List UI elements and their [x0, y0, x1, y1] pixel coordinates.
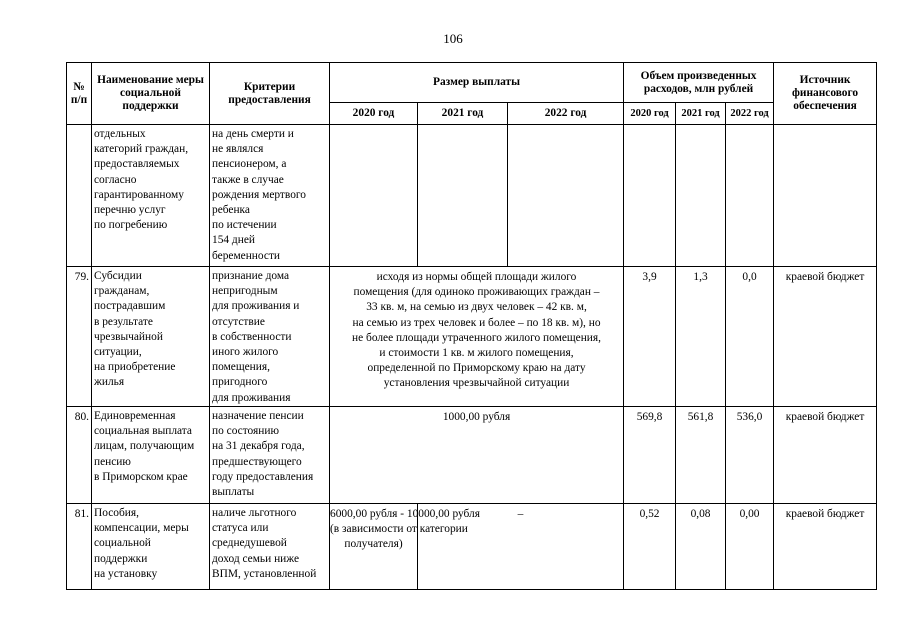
cell-line: 33 кв. м, на семью из двух человек – 42 кв. м, — [366, 301, 587, 314]
cell-line: 6000,00 рубля - 10000,00 рубля — [330, 508, 480, 520]
volume-2022 — [726, 125, 774, 267]
volume-2020: 569,8 — [624, 407, 676, 504]
cell-line: в собственности — [212, 330, 292, 343]
payment-2021-2022: – — [418, 504, 624, 590]
cell-line: получателя) — [344, 538, 403, 551]
header-payment-2022: 2022 год — [508, 103, 624, 125]
cell-line: отсутствие — [212, 315, 265, 328]
support-name — [92, 504, 210, 590]
cell-line: статуса или — [212, 522, 269, 535]
cell-line: предшествующего — [212, 455, 302, 468]
row-number: 80. — [67, 407, 92, 504]
cell-line: 154 дней — [212, 234, 255, 247]
table-row — [67, 267, 877, 407]
cell-line: Единовременная — [94, 410, 176, 422]
cell-line: отдельных — [94, 128, 146, 140]
support-criteria — [210, 125, 330, 267]
cell-line: поддержки — [94, 552, 148, 565]
table-row — [67, 407, 877, 504]
social-support-table — [66, 62, 877, 590]
cell-line: не более площади утраченного жилого помещения, — [352, 331, 601, 344]
cell-line: гарантированному — [94, 188, 184, 201]
row-number: 79. — [67, 267, 92, 407]
funding-source: краевой бюджет — [774, 407, 877, 504]
cell-line: гражданам, — [94, 285, 150, 298]
table-row — [67, 125, 877, 267]
cell-line: ВПМ, установленной — [212, 567, 317, 580]
cell-line: предоставляемых — [94, 158, 180, 171]
cell-line: Пособия, — [94, 507, 139, 519]
cell-line: непригодным — [212, 285, 278, 298]
cell-line: для проживания и — [212, 300, 300, 313]
cell-line: пенсионером, а — [212, 158, 287, 171]
header-payment: Размер выплаты — [330, 63, 624, 103]
cell-line: перечню услуг — [94, 204, 166, 217]
funding-source: краевой бюджет — [774, 267, 877, 407]
cell-line: на приобретение — [94, 361, 176, 374]
header-criteria: Критерии предоставления — [210, 63, 330, 125]
page-number: 106 — [443, 31, 463, 46]
cell-line: помещения (для одиноко проживающих граждан – — [353, 286, 600, 299]
cell-line: признание дома — [212, 270, 290, 282]
cell-line: определенной по Приморскому краю на дату — [367, 362, 586, 375]
volume-2021: 1,3 — [676, 267, 726, 407]
volume-2021 — [676, 125, 726, 267]
funding-source — [774, 125, 877, 267]
header-volume-2020: 2020 год — [624, 103, 676, 125]
cell-line: среднедушевой — [212, 537, 287, 550]
cell-line: социальная выплата — [94, 425, 192, 438]
cell-line: в результате — [94, 315, 153, 328]
cell-line: в Приморском крае — [94, 470, 188, 483]
header-name: Наименование меры социальной поддержки — [92, 63, 210, 125]
volume-2022: 0,00 — [726, 504, 774, 590]
support-name — [92, 407, 210, 504]
cell-line: ситуации, — [94, 346, 142, 359]
cell-line: 1000,00 рубля — [442, 411, 511, 423]
support-criteria — [210, 504, 330, 590]
header-volume-2022: 2022 год — [726, 103, 774, 125]
funding-source: краевой бюджет — [774, 504, 877, 590]
cell-line: согласно — [94, 173, 137, 186]
cell-line: помещения, — [212, 361, 270, 374]
cell-line: чрезвычайной — [94, 330, 163, 343]
volume-2020: 0,52 — [624, 504, 676, 590]
cell-line: и стоимости 1 кв. м жилого помещения, — [379, 347, 574, 360]
volume-2022: 0,0 — [726, 267, 774, 407]
header-volume-2021: 2021 год — [676, 103, 726, 125]
header-source: Источник финансового обеспечения — [774, 63, 877, 125]
table-row — [67, 504, 877, 590]
volume-2021: 0,08 — [676, 504, 726, 590]
cell-line: пенсию — [94, 455, 131, 468]
cell-line: выплаты — [212, 486, 255, 499]
volume-2020: 3,9 — [624, 267, 676, 407]
cell-line: на семью из трех человек и более – по 18 кв. м), но — [352, 316, 601, 329]
support-criteria — [210, 407, 330, 504]
volume-2020 — [624, 125, 676, 267]
cell-line: установления чрезвычайной ситуации — [383, 377, 570, 390]
payment-size — [330, 267, 624, 407]
support-criteria — [210, 267, 330, 407]
cell-line: иного жилого — [212, 346, 279, 359]
cell-line: пригодного — [212, 376, 268, 389]
payment-2020 — [330, 125, 418, 267]
cell-line: социальной — [94, 537, 151, 550]
cell-line: компенсации, меры — [94, 522, 189, 535]
cell-line: рождения мертвого — [212, 188, 306, 201]
payment-2020 — [330, 504, 480, 590]
row-number — [67, 125, 92, 267]
payment-2021 — [418, 125, 508, 267]
cell-line: категорий граждан, — [94, 143, 189, 156]
cell-line: на установку — [94, 567, 158, 580]
cell-line: доход семьи ниже — [212, 552, 300, 565]
cell-line: году предоставления — [212, 470, 314, 483]
header-num: № п/п — [67, 63, 92, 125]
cell-line: ребенка — [212, 204, 250, 217]
cell-line: беременности — [212, 249, 281, 262]
volume-2022: 536,0 — [726, 407, 774, 504]
support-name — [92, 125, 210, 267]
header-payment-2020: 2020 год — [330, 103, 418, 125]
cell-line: по состоянию — [212, 425, 279, 438]
cell-line: по погребению — [94, 219, 168, 232]
cell-line: по истечении — [212, 219, 277, 232]
cell-line: (в зависимости от категории — [330, 523, 468, 536]
cell-line: наличе льготного — [212, 507, 297, 519]
cell-line: для проживания — [212, 391, 291, 404]
payment-2022 — [508, 125, 624, 267]
cell-line: исходя из нормы общей площади жилого — [376, 271, 577, 283]
cell-line: не являлся — [212, 143, 264, 156]
volume-2021: 561,8 — [676, 407, 726, 504]
cell-line: жилья — [94, 376, 125, 389]
cell-line: Субсидии — [94, 270, 142, 282]
payment-size — [330, 407, 624, 504]
row-number: 81. — [67, 504, 92, 590]
cell-line: лицам, получающим — [94, 440, 195, 453]
cell-line: назначение пенсии — [212, 410, 304, 422]
cell-line: пострадавшим — [94, 300, 166, 313]
cell-line: на день смерти и — [212, 128, 294, 140]
header-payment-2021: 2021 год — [418, 103, 508, 125]
header-volume: Объем произведенных расходов, млн рублей — [624, 63, 774, 103]
cell-line: также в случае — [212, 173, 284, 186]
support-name — [92, 267, 210, 407]
cell-line: на 31 декабря года, — [212, 440, 305, 453]
